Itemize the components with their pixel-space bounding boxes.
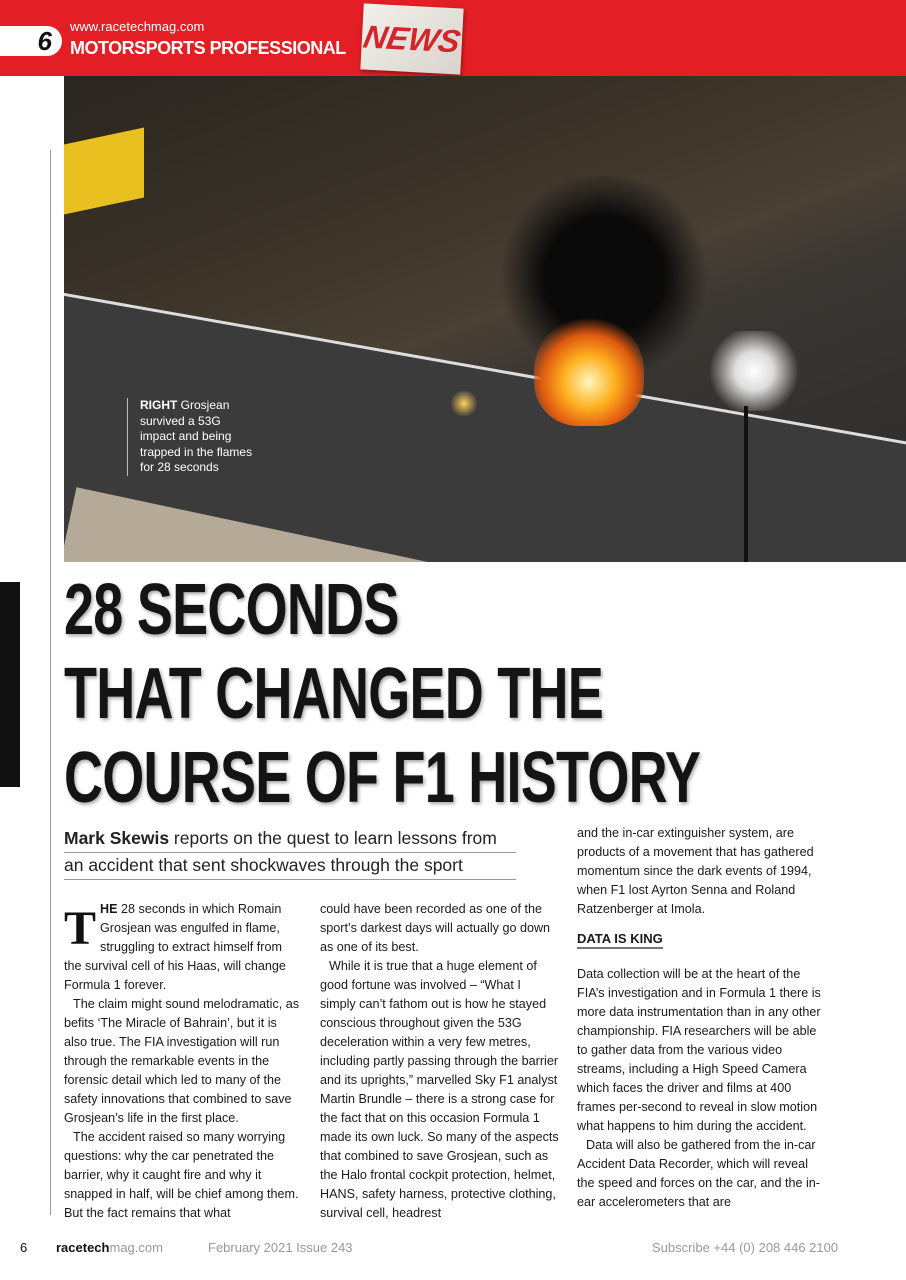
footer-subscribe: Subscribe +44 (0) 208 446 2100 bbox=[652, 1240, 839, 1255]
section-title: MOTORSPORTS PROFESSIONAL bbox=[70, 38, 346, 58]
subheading: DATA IS KING bbox=[577, 931, 663, 949]
caption-lead: RIGHT bbox=[140, 398, 178, 412]
paragraph: Data collection will be at the heart of the FIA’s investigation and in Formula 1 there is more data instrumentation than in any other championship. FIA researchers will be able to gather data from the various video streams, including a High Speed Camera which faces the driver and films at 400 frames per-second to reveal in slow motion what happens to him during the accident. bbox=[577, 967, 821, 1133]
author-name: Mark Skewis bbox=[64, 828, 170, 848]
article-column-3 bbox=[577, 824, 825, 1212]
header-banner bbox=[0, 0, 906, 76]
paragraph bbox=[64, 900, 300, 995]
standfirst-text: reports on the quest to learn lessons from bbox=[169, 828, 497, 848]
paragraph: The accident raised so many worrying questions: why the car penetrated the barrier, why it caught fire and why it snapped in half, will be chief among them. But the fact remains that what bbox=[64, 1130, 299, 1220]
paragraph: and the in-car extinguisher system, are products of a movement that has gathered momentum since the dark events of 1994, when F1 lost Ayrton Senna and Roland Ratzenberger at Imola. bbox=[577, 826, 814, 916]
paragraph: The claim might sound melodramatic, as befits ‘The Miracle of Bahrain’, but it is also true. The FIA investigation will run through the remarkable events in the forensic detail which led to many of the safety innovations that combined to save Grosjean’s life in the first place. bbox=[64, 997, 300, 1125]
paragraph-text: 28 seconds in which Romain Grosjean was engulfed in flame, struggling to extract himself from the survival cell of his Haas, will change Formula 1 forever. bbox=[64, 902, 286, 992]
headline-line: THAT CHANGED THE bbox=[64, 654, 603, 734]
page-number-tab: 6 bbox=[0, 26, 62, 56]
header-url[interactable]: www.racetechmag.com bbox=[70, 19, 205, 34]
headline bbox=[64, 568, 906, 820]
footer-site-bold: racetech bbox=[56, 1240, 110, 1255]
paragraph: could have been recorded as one of the sport’s darkest days will actually go down as one of its best. bbox=[320, 902, 551, 954]
standfirst bbox=[64, 826, 516, 880]
article-column-2 bbox=[320, 900, 560, 1223]
article-column-1 bbox=[64, 900, 300, 1223]
side-rule bbox=[50, 150, 51, 1215]
pirelli-billboard bbox=[64, 127, 144, 214]
footer-issue: February 2021 Issue 243 bbox=[208, 1240, 353, 1255]
paragraph: While it is true that a huge element of good fortune was involved – “What I simply can’t fathom out is how he stayed conscious throughout given the 53G deceleration within a very few metres, including partly passing through the barrier and its uprights,” marvelled Sky F1 analyst Martin Brundle – there is a strong case for the fact that on this occasion Formula 1 made its own luck. So many of the aspects that combined to save Grosjean, such as the Halo frontal cockpit protection, helmet, HANS, safety harness, protective clothing, survival cell, headrest bbox=[320, 959, 559, 1220]
footer-site-rest: mag.com bbox=[109, 1240, 163, 1255]
footer-page-number: 6 bbox=[20, 1240, 28, 1255]
footer-site[interactable] bbox=[56, 1240, 163, 1256]
photo-caption bbox=[127, 398, 257, 476]
news-badge-label: NEWS bbox=[360, 18, 464, 60]
headline-line: COURSE OF F1 HISTORY bbox=[64, 738, 701, 818]
fire bbox=[534, 316, 644, 426]
floodlight-pole bbox=[744, 406, 748, 562]
news-badge bbox=[360, 3, 463, 74]
paragraph: Data will also be gathered from the in-car Accident Data Recorder, which will reveal the speed and forces on the car, and the in-ear accelerometers that are bbox=[577, 1138, 820, 1209]
lead-bold: HE bbox=[100, 902, 118, 916]
floodlights bbox=[704, 331, 804, 411]
caption-text: Grosjean survived a 53G impact and being trapped in the flames for 28 seconds bbox=[140, 398, 253, 474]
standfirst-text: an accident that sent shockwaves through the sport bbox=[64, 855, 463, 875]
headline-line: 28 SECONDS bbox=[64, 570, 399, 650]
car-debris-fire bbox=[449, 391, 479, 416]
drop-cap: T bbox=[64, 902, 97, 955]
side-black-bar bbox=[0, 582, 20, 787]
crash-photo bbox=[64, 76, 906, 562]
